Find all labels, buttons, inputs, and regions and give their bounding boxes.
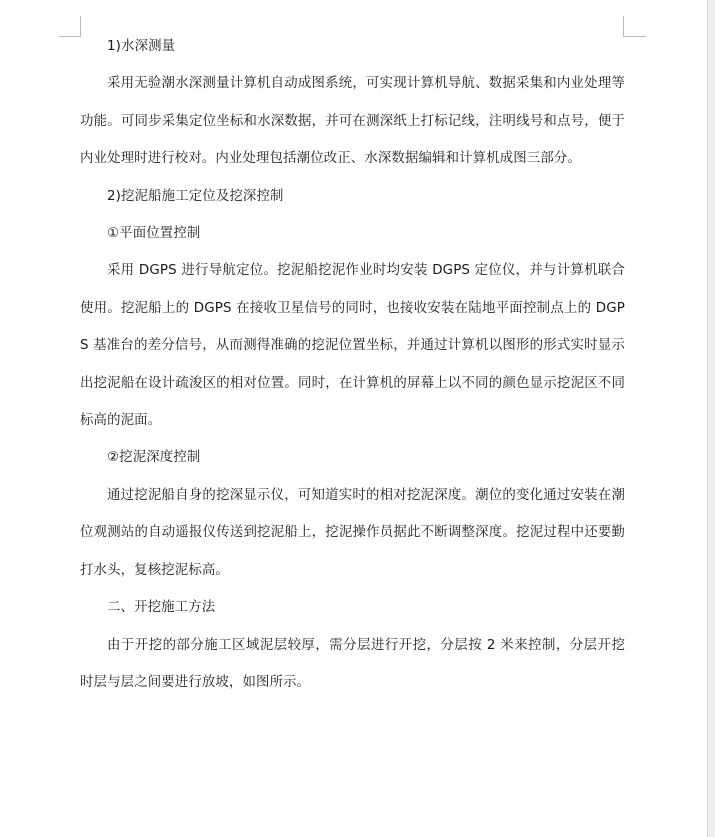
paragraph-survey-system: 采用无验潮水深测量计算机自动成图系统，可实现计算机导航、数据采集和内业处理等功能。可同步采集定位坐标和水深数据，并可在测深纸上打标记线，注明线号和点号，便于内业处理时进行校对。内业处理包括潮位改正、水深数据编辑和计算机成图三部分。 (80, 76, 625, 167)
page-edge (707, 0, 715, 837)
crop-mark-top-right (623, 16, 646, 37)
document-body (80, 0, 625, 701)
paragraph-layered-excavation: 由于开挖的部分施工区域泥层较厚，需分层进行开挖，分层按 2 米来控制，分层开挖时层与层之间要进行放坡，如图所示。 (80, 637, 625, 690)
paragraph-depth-control: 通过挖泥船自身的挖深显示仪，可知道实时的相对挖泥深度。潮位的变化通过安装在潮位观测站的自动遥报仪传送到挖泥船上，挖泥操作员据此不断调整深度。挖泥过程中还要勤打水头，复核挖泥标高。 (80, 487, 625, 578)
crop-mark-top-left (59, 16, 81, 37)
heading-dredger-positioning: 2)挖泥船施工定位及挖深控制 (107, 188, 284, 204)
heading-dredging-depth-control: ②挖泥深度控制 (107, 450, 201, 466)
heading-plane-position-control: ①平面位置控制 (107, 226, 201, 242)
heading-water-depth-survey: 1)水深测量 (107, 39, 176, 54)
heading-excavation-method: 二、开挖施工方法 (107, 600, 216, 616)
paragraph-dgps-positioning: 采用 DGPS 进行导航定位。挖泥船挖泥作业时均安装 DGPS 定位仪，并与计算机联合使用。挖泥船上的 DGPS 在接收卫星信号的同时，也接收安装在陆地平面控制点上的 DGPS 基准台的差分信号，从而测得准确的挖泥位置坐标，并通过计算机以图形的形式实时显示出挖泥船在设计疏浚区的相对位置。同时，在计算机的屏幕上以不同的颜色显示挖泥区不同标高的泥面。 (80, 263, 625, 429)
